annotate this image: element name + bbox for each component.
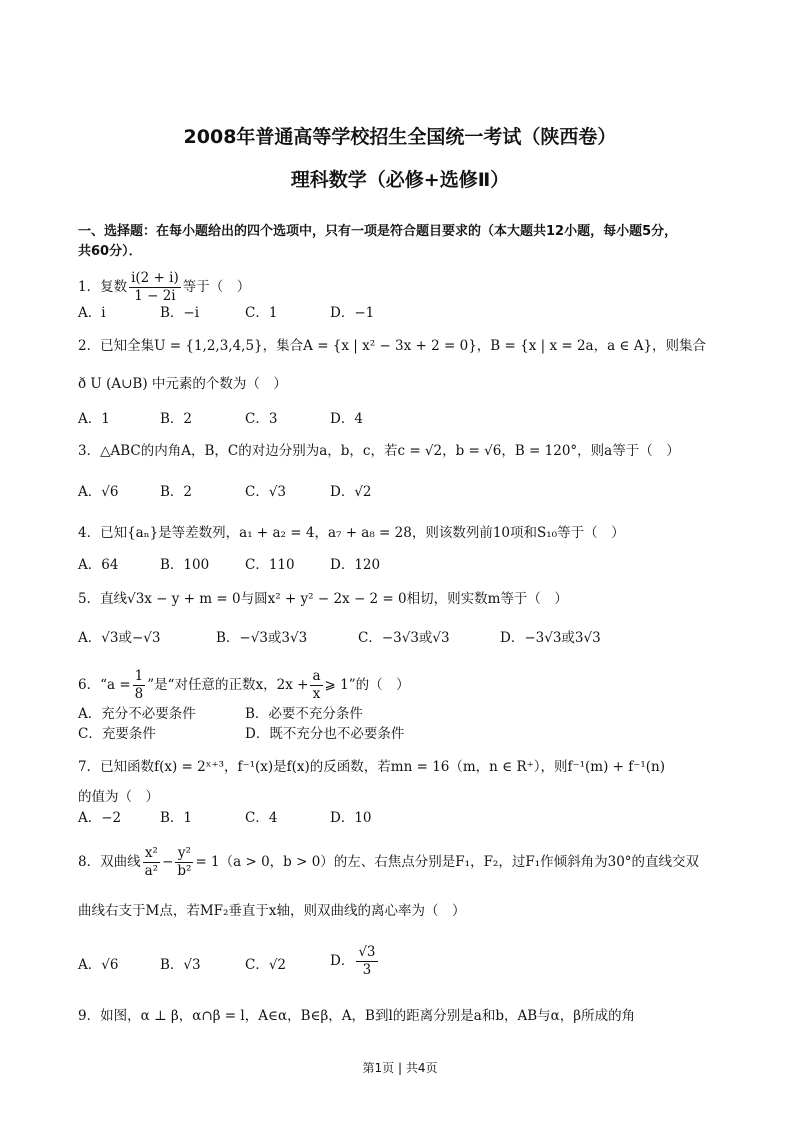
question-7-cont: 的值为（ ）: [78, 789, 159, 805]
q5-option-b: B．−√3或3√3: [216, 630, 308, 646]
exam-subtitle: 理科数学（必修+选修Ⅱ）: [290, 169, 510, 191]
section-header-cont: 共60分）．: [78, 244, 142, 259]
q1-prefix: 1．复数: [78, 278, 128, 295]
q5-option-a: A．√3或−√3: [78, 630, 161, 646]
q6-fraction-2: [310, 668, 322, 703]
q4-option-a: A．64: [78, 557, 119, 573]
q2-option-a: A．1: [78, 411, 110, 427]
q8-option-d-den: 3: [362, 961, 372, 978]
q5-option-c: C．−3√3或√3: [358, 630, 450, 646]
q8-fraction-y-den: b²: [177, 862, 192, 879]
q3-option-d: D．√2: [330, 484, 372, 500]
q1-option-c: C．1: [245, 305, 278, 321]
q7-option-b: B．1: [160, 810, 193, 826]
q8-option-c: C．√2: [245, 957, 287, 973]
q6-option-d: D．既不充分也不必要条件: [245, 726, 405, 742]
q8-fraction-y: [175, 845, 193, 880]
q1-option-d: D．−1: [330, 305, 375, 321]
q8-option-d-num: √3: [358, 944, 376, 960]
q7-option-d: D．10: [330, 810, 372, 826]
q2-option-c: C．3: [245, 411, 278, 427]
q8-fraction-y-num: y²: [175, 845, 193, 863]
section-header: 一、选择题：在每小题给出的四个选项中，只有一项是符合题目要求的（本大题共12小题，每小题5分，: [78, 224, 678, 239]
q6-option-c: C．充要条件: [78, 726, 156, 742]
q6-fraction-1-num: 1: [134, 668, 144, 684]
question-3: 3．△ABC的内角A，B，C的对边分别为a，b，c，若c = √2，b = √6，B = 120°，则a等于（ ）: [78, 443, 680, 459]
q4-option-b: B．100: [160, 557, 210, 573]
question-8-cont: 曲线右支于M点，若MF₂垂直于x轴，则双曲线的离心率为（ ）: [78, 903, 466, 919]
question-2-cont: ð U (A∪B) 中元素的个数为（ ）: [78, 376, 287, 392]
q1-option-a: A．i: [78, 305, 106, 321]
q3-option-a: A．√6: [78, 484, 119, 500]
q1-numerator: i(2 + i): [131, 270, 179, 286]
q6-prefix: 6．“a =: [78, 676, 131, 693]
q1-denominator: 1 − 2i: [134, 287, 176, 304]
q8-fraction-x-num: x²: [143, 845, 160, 863]
q8-fraction-x-den: a²: [144, 862, 159, 879]
q6-fraction-1: [133, 668, 146, 703]
q8-option-d-label: D．: [330, 952, 355, 969]
q4-option-d: D．120: [330, 557, 381, 573]
q1-fraction: [129, 270, 181, 305]
q8-suffix: = 1（a > 0，b > 0）的左、右焦点分别是F₁，F₂，过F₁作倾斜角为30°的直线交双: [195, 853, 700, 870]
q7-option-a: A．−2: [78, 810, 122, 826]
q6-fraction-1-den: 8: [134, 685, 144, 702]
q8-option-a: A．√6: [78, 957, 119, 973]
question-2: 2．已知全集U = {1,2,3,4,5}，集合A = {x | x² − 3x + 2 = 0}，B = {x | x = 2a，a ∈ A}，则集合: [78, 338, 707, 354]
q6-option-a: A．充分不必要条件: [78, 706, 196, 722]
q8-prefix: 8．双曲线: [78, 853, 141, 870]
q6-fraction-2-num: a: [312, 668, 321, 684]
page-footer: 第1页 | 共4页: [362, 1061, 438, 1075]
question-9: 9．如图，α ⊥ β，α∩β = l，A∈α，B∈β，A，B到l的距离分别是a和b，AB与α，β所成的角: [78, 1008, 636, 1024]
q6-option-b: B．必要不充分条件: [245, 706, 363, 722]
q3-option-c: C．√3: [245, 484, 287, 500]
q8-option-d: [330, 944, 380, 979]
q2-option-d: D．4: [330, 411, 363, 427]
question-8: [78, 845, 699, 880]
q8-option-b: B．√3: [160, 957, 201, 973]
question-5: 5．直线√3x − y + m = 0与圆x² + y² − 2x − 2 = 0相切，则实数m等于（ ）: [78, 591, 568, 607]
q8-fraction-x: [143, 845, 160, 880]
q1-suffix: 等于（ ）: [182, 278, 251, 295]
q3-option-b: B．2: [160, 484, 193, 500]
question-1: [78, 270, 250, 305]
question-4: 4．已知{aₙ}是等差数列，a₁ + a₂ = 4，a₇ + a₈ = 28，则该数列前10项和S₁₀等于（ ）: [78, 525, 625, 541]
q6-fraction-2-den: x: [312, 685, 321, 702]
q4-option-c: C．110: [245, 557, 295, 573]
question-7: 7．已知函数f(x) = 2ˣ⁺³，f⁻¹(x)是f(x)的反函数，若mn = 16（m，n ∈ R⁺），则f⁻¹(m) + f⁻¹(n): [78, 759, 666, 775]
q8-minus: −: [162, 853, 174, 870]
q2-option-b: B．2: [160, 411, 193, 427]
q1-option-b: B．−i: [160, 305, 200, 321]
q7-option-c: C．4: [245, 810, 278, 826]
q5-option-d: D．−3√3或3√3: [500, 630, 601, 646]
question-6: [78, 668, 410, 703]
q6-middle: ”是“对任意的正数x，2x +: [147, 676, 309, 693]
q8-option-d-fraction: [356, 944, 377, 979]
exam-title: 2008年普通高等学校招生全国统一考试（陕西卷）: [183, 126, 617, 148]
q6-suffix: ⩾ 1”的（ ）: [324, 676, 410, 693]
